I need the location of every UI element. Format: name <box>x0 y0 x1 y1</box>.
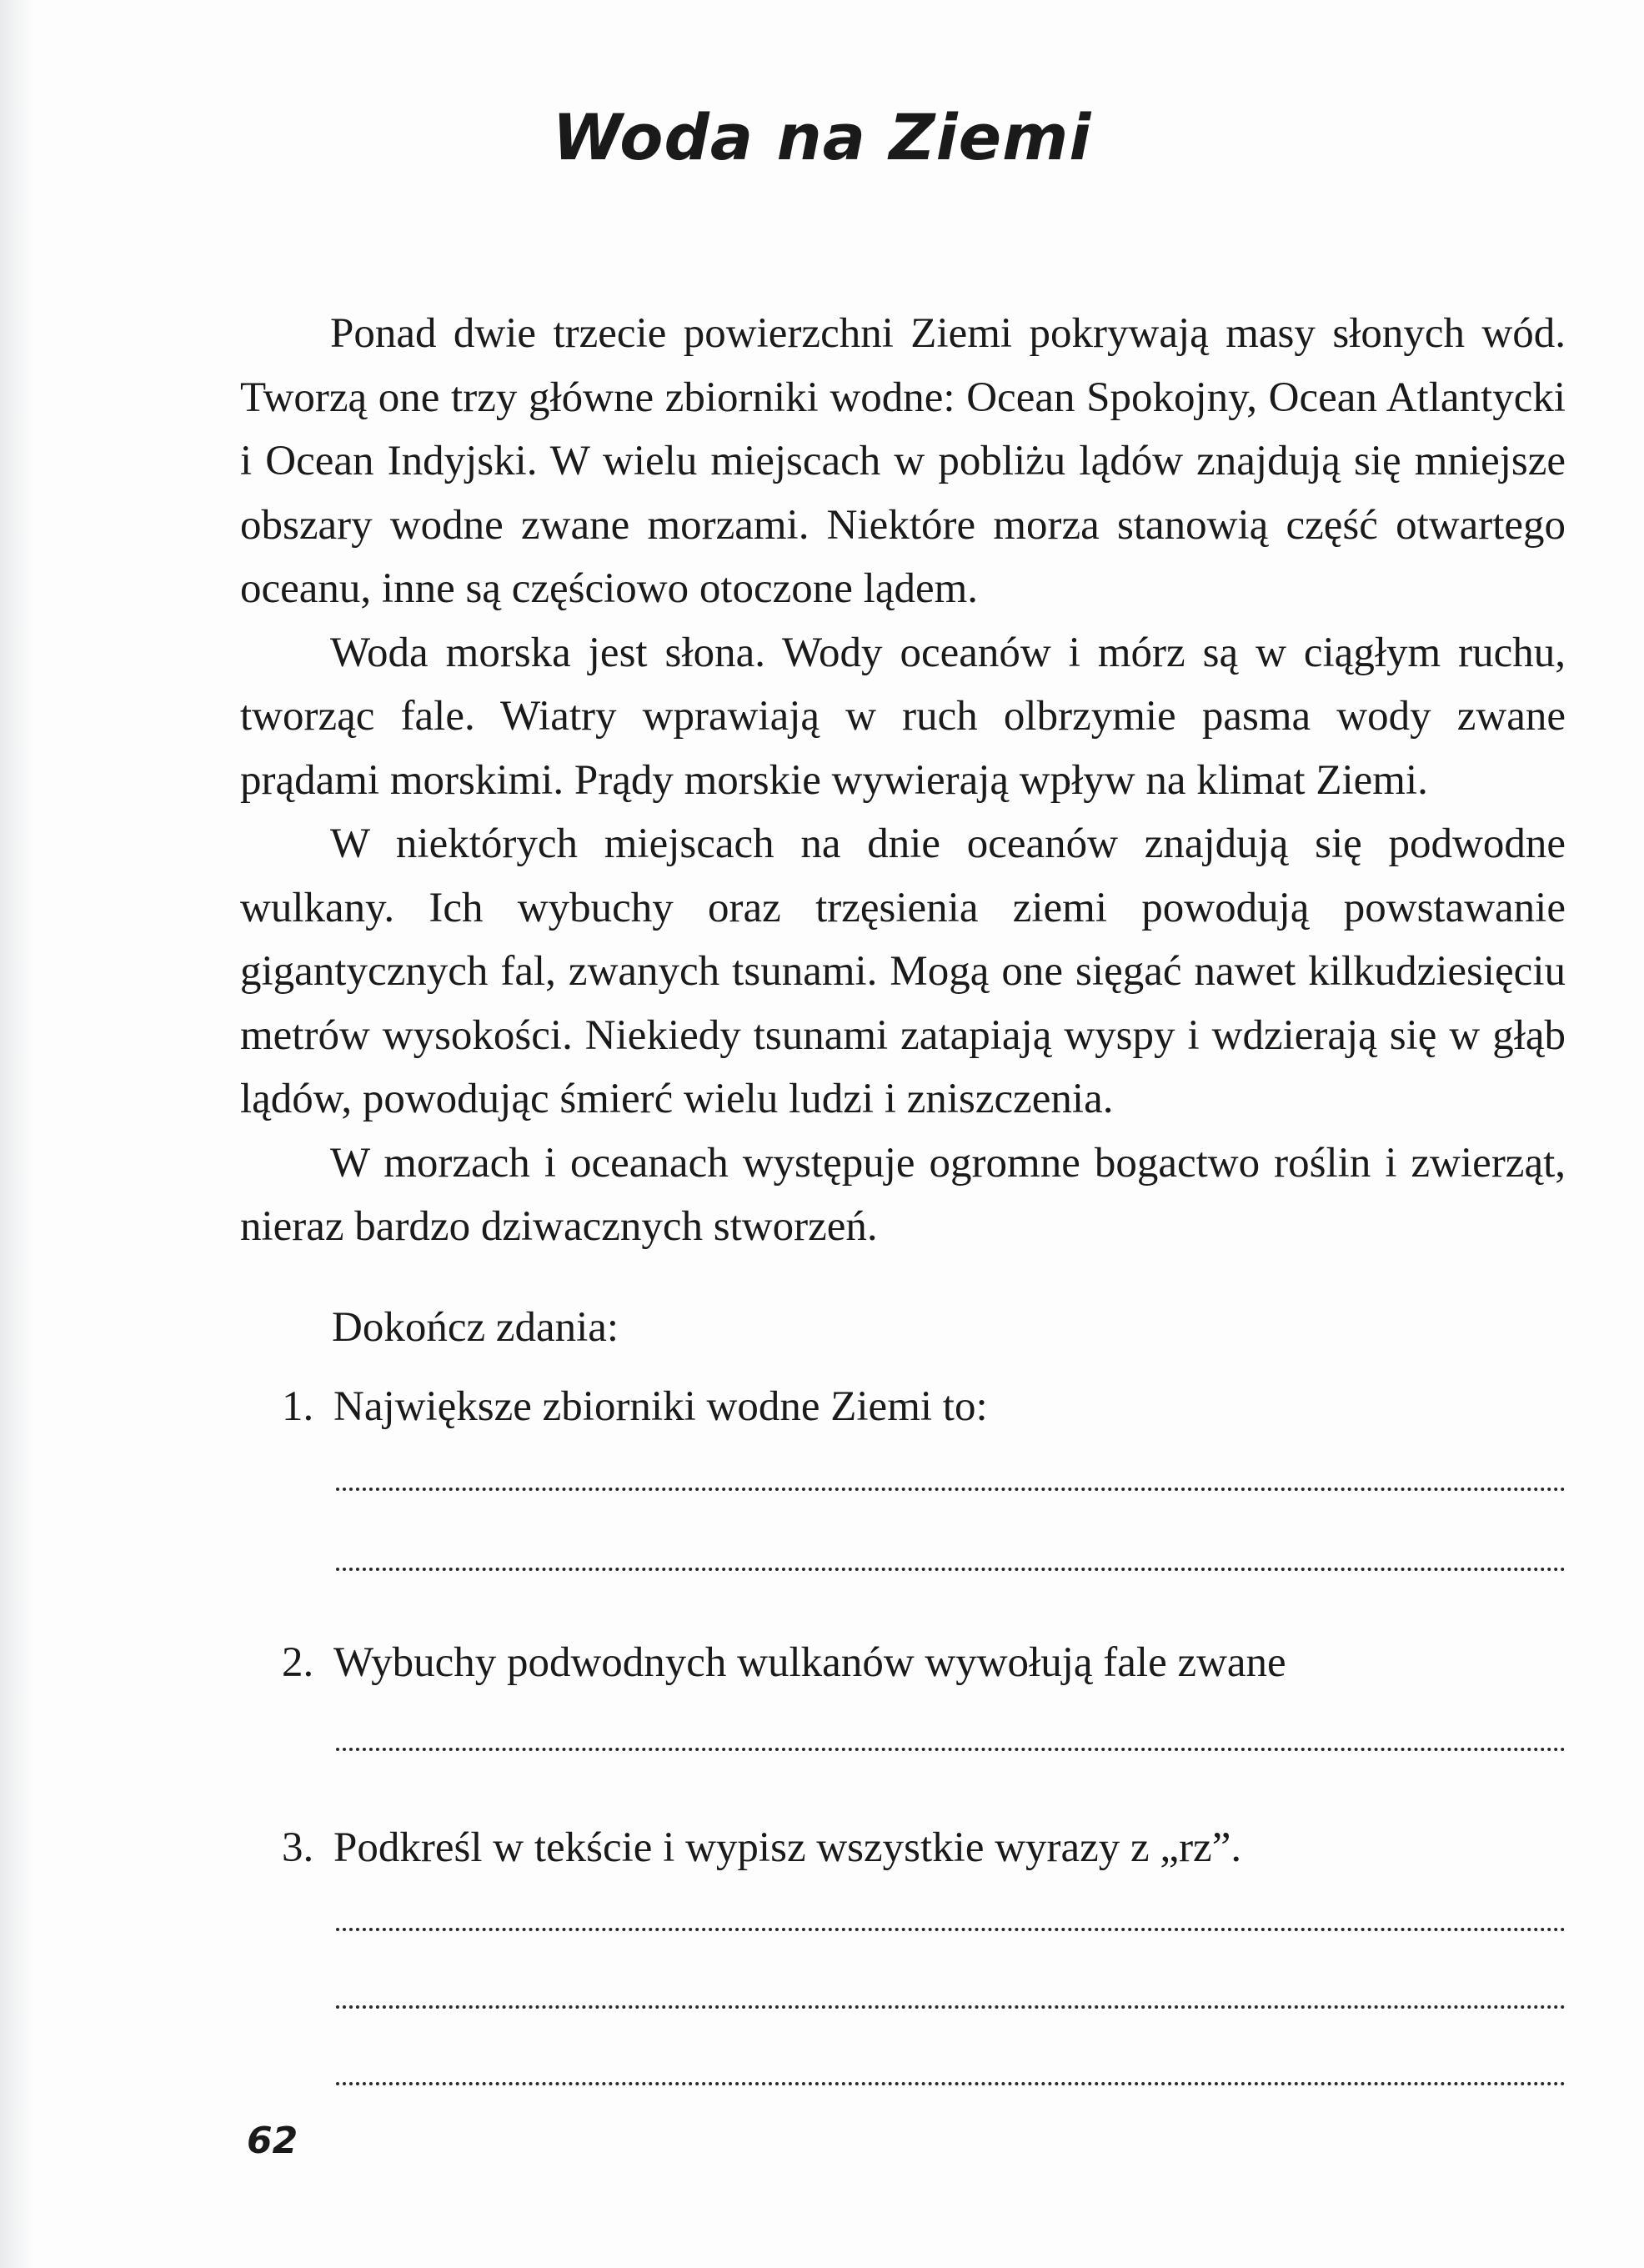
question-1-number: 1. <box>282 1383 314 1430</box>
paragraph-sea-life: W morzach i oceanach występuje ogromne bogactwo roślin i zwierząt, nieraz bardzo dziwacznych stworzeń. <box>240 1139 1566 1250</box>
question-3 <box>282 1824 1574 1872</box>
answer-line-3b[interactable] <box>336 2005 1566 2009</box>
question-2 <box>282 1638 1574 1687</box>
exercise-instruction: Dokończ zdania: <box>332 1304 619 1351</box>
page-number: 62 <box>247 2120 298 2162</box>
page-edge-shadow <box>0 0 33 2268</box>
answer-line-3a[interactable] <box>336 1928 1566 1931</box>
answer-line-1a[interactable] <box>336 1488 1566 1491</box>
answer-line-3c[interactable] <box>336 2082 1566 2085</box>
page-title: Woda na Ziemi <box>552 100 1092 174</box>
question-1-text: Największe zbiorniki wodne Ziemi to: <box>333 1383 988 1430</box>
paragraph-tsunami: W niektórych miejscach na dnie oceanów znajdują się podwodne wulkany. Ich wybuchy oraz trzęsienia ziemi powodują powstawanie gigantycznych fal, zwanych tsunami. Mogą one sięgać nawet kilkudziesięciu metrów wysokości. Niekiedy tsunami zatapiają wyspy i wdzierają się w głąb lądów, powodując śmierć wielu ludzi i zniszczenia. <box>240 820 1566 1122</box>
question-2-number: 2. <box>282 1639 314 1686</box>
paragraph-waves: Woda morska jest słona. Wody oceanów i mórz są w ciągłym ruchu, tworząc fale. Wiatry wprawiają w ruch olbrzymie pasma wody zwane prądami morskimi. Prądy morskie wywierają wpływ na klimat Ziemi. <box>240 629 1566 804</box>
paragraph-oceans: Ponad dwie trzecie powierzchni Ziemi pokrywają masy słonych wód. Tworzą one trzy główne zbiorniki wodne: Ocean Spokojny, Ocean Atlantycki i Ocean Indyjski. W wielu miejscach w pobliżu lądów znajdują się mniejsze obszary wodne zwane morzami. Niektóre morza stanowią część otwartego oceanu, inne są częściowo otoczone lądem. <box>240 310 1566 612</box>
question-2-text: Wybuchy podwodnych wulkanów wywołują fale zwane <box>333 1639 1286 1686</box>
question-1 <box>282 1382 1574 1431</box>
answer-line-1b[interactable] <box>336 1568 1566 1571</box>
reading-text <box>240 302 1566 1259</box>
answer-line-2[interactable] <box>336 1748 1566 1751</box>
question-3-number: 3. <box>282 1824 314 1871</box>
question-3-text: Podkreśl w tekście i wypisz wszystkie wyrazy z „rz”. <box>333 1824 1242 1871</box>
